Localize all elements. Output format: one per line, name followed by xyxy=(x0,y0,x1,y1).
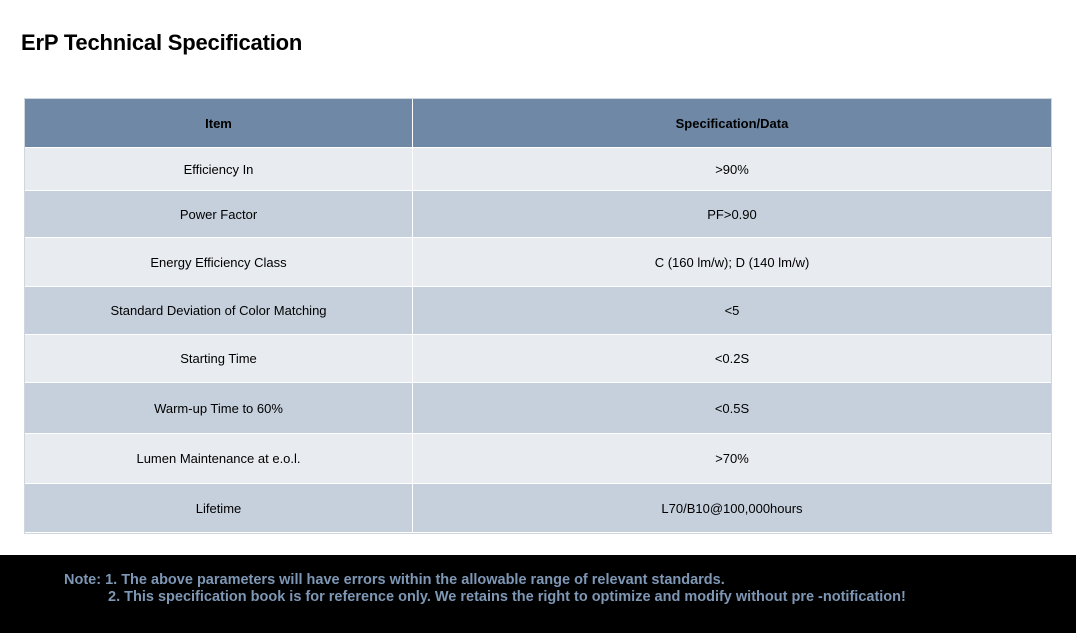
table-row xyxy=(25,287,1051,335)
table-header-row xyxy=(25,99,1051,148)
table-row xyxy=(25,191,1051,238)
row-item-cell: Efficiency In xyxy=(25,148,413,191)
row-spec-cell: >90% xyxy=(413,148,1051,191)
row-spec-cell: <5 xyxy=(413,287,1051,335)
table-row xyxy=(25,335,1051,383)
row-spec-cell: L70/B10@100,000hours xyxy=(413,484,1051,533)
row-spec-cell: C (160 lm/w); D (140 lm/w) xyxy=(413,238,1051,287)
row-item-cell: Starting Time xyxy=(25,335,413,383)
row-item-cell: Lifetime xyxy=(25,484,413,533)
column-header-item: Item xyxy=(25,99,413,148)
row-item-cell: Power Factor xyxy=(25,191,413,238)
row-item-cell: Standard Deviation of Color Matching xyxy=(25,287,413,335)
row-spec-cell: <0.2S xyxy=(413,335,1051,383)
table-row xyxy=(25,434,1051,484)
table-row xyxy=(25,238,1051,287)
page-title: ErP Technical Specification xyxy=(21,30,303,55)
table-row xyxy=(25,383,1051,434)
table-row xyxy=(25,484,1051,533)
row-spec-cell: PF>0.90 xyxy=(413,191,1051,238)
row-spec-cell: >70% xyxy=(413,434,1051,484)
table-row xyxy=(25,148,1051,191)
note-bar xyxy=(0,555,1076,633)
row-item-cell: Lumen Maintenance at e.o.l. xyxy=(25,434,413,484)
row-spec-cell: <0.5S xyxy=(413,383,1051,434)
note-line-1: Note: 1. The above parameters will have errors within the allowable range of relevant standards. xyxy=(64,572,725,588)
note-line-2: 2. This specification book is for reference only. We retains the right to optimize and modify without pre -notification! xyxy=(108,589,906,605)
spec-table xyxy=(24,98,1052,534)
column-header-spec: Specification/Data xyxy=(413,99,1051,148)
row-item-cell: Warm-up Time to 60% xyxy=(25,383,413,434)
row-item-cell: Energy Efficiency Class xyxy=(25,238,413,287)
